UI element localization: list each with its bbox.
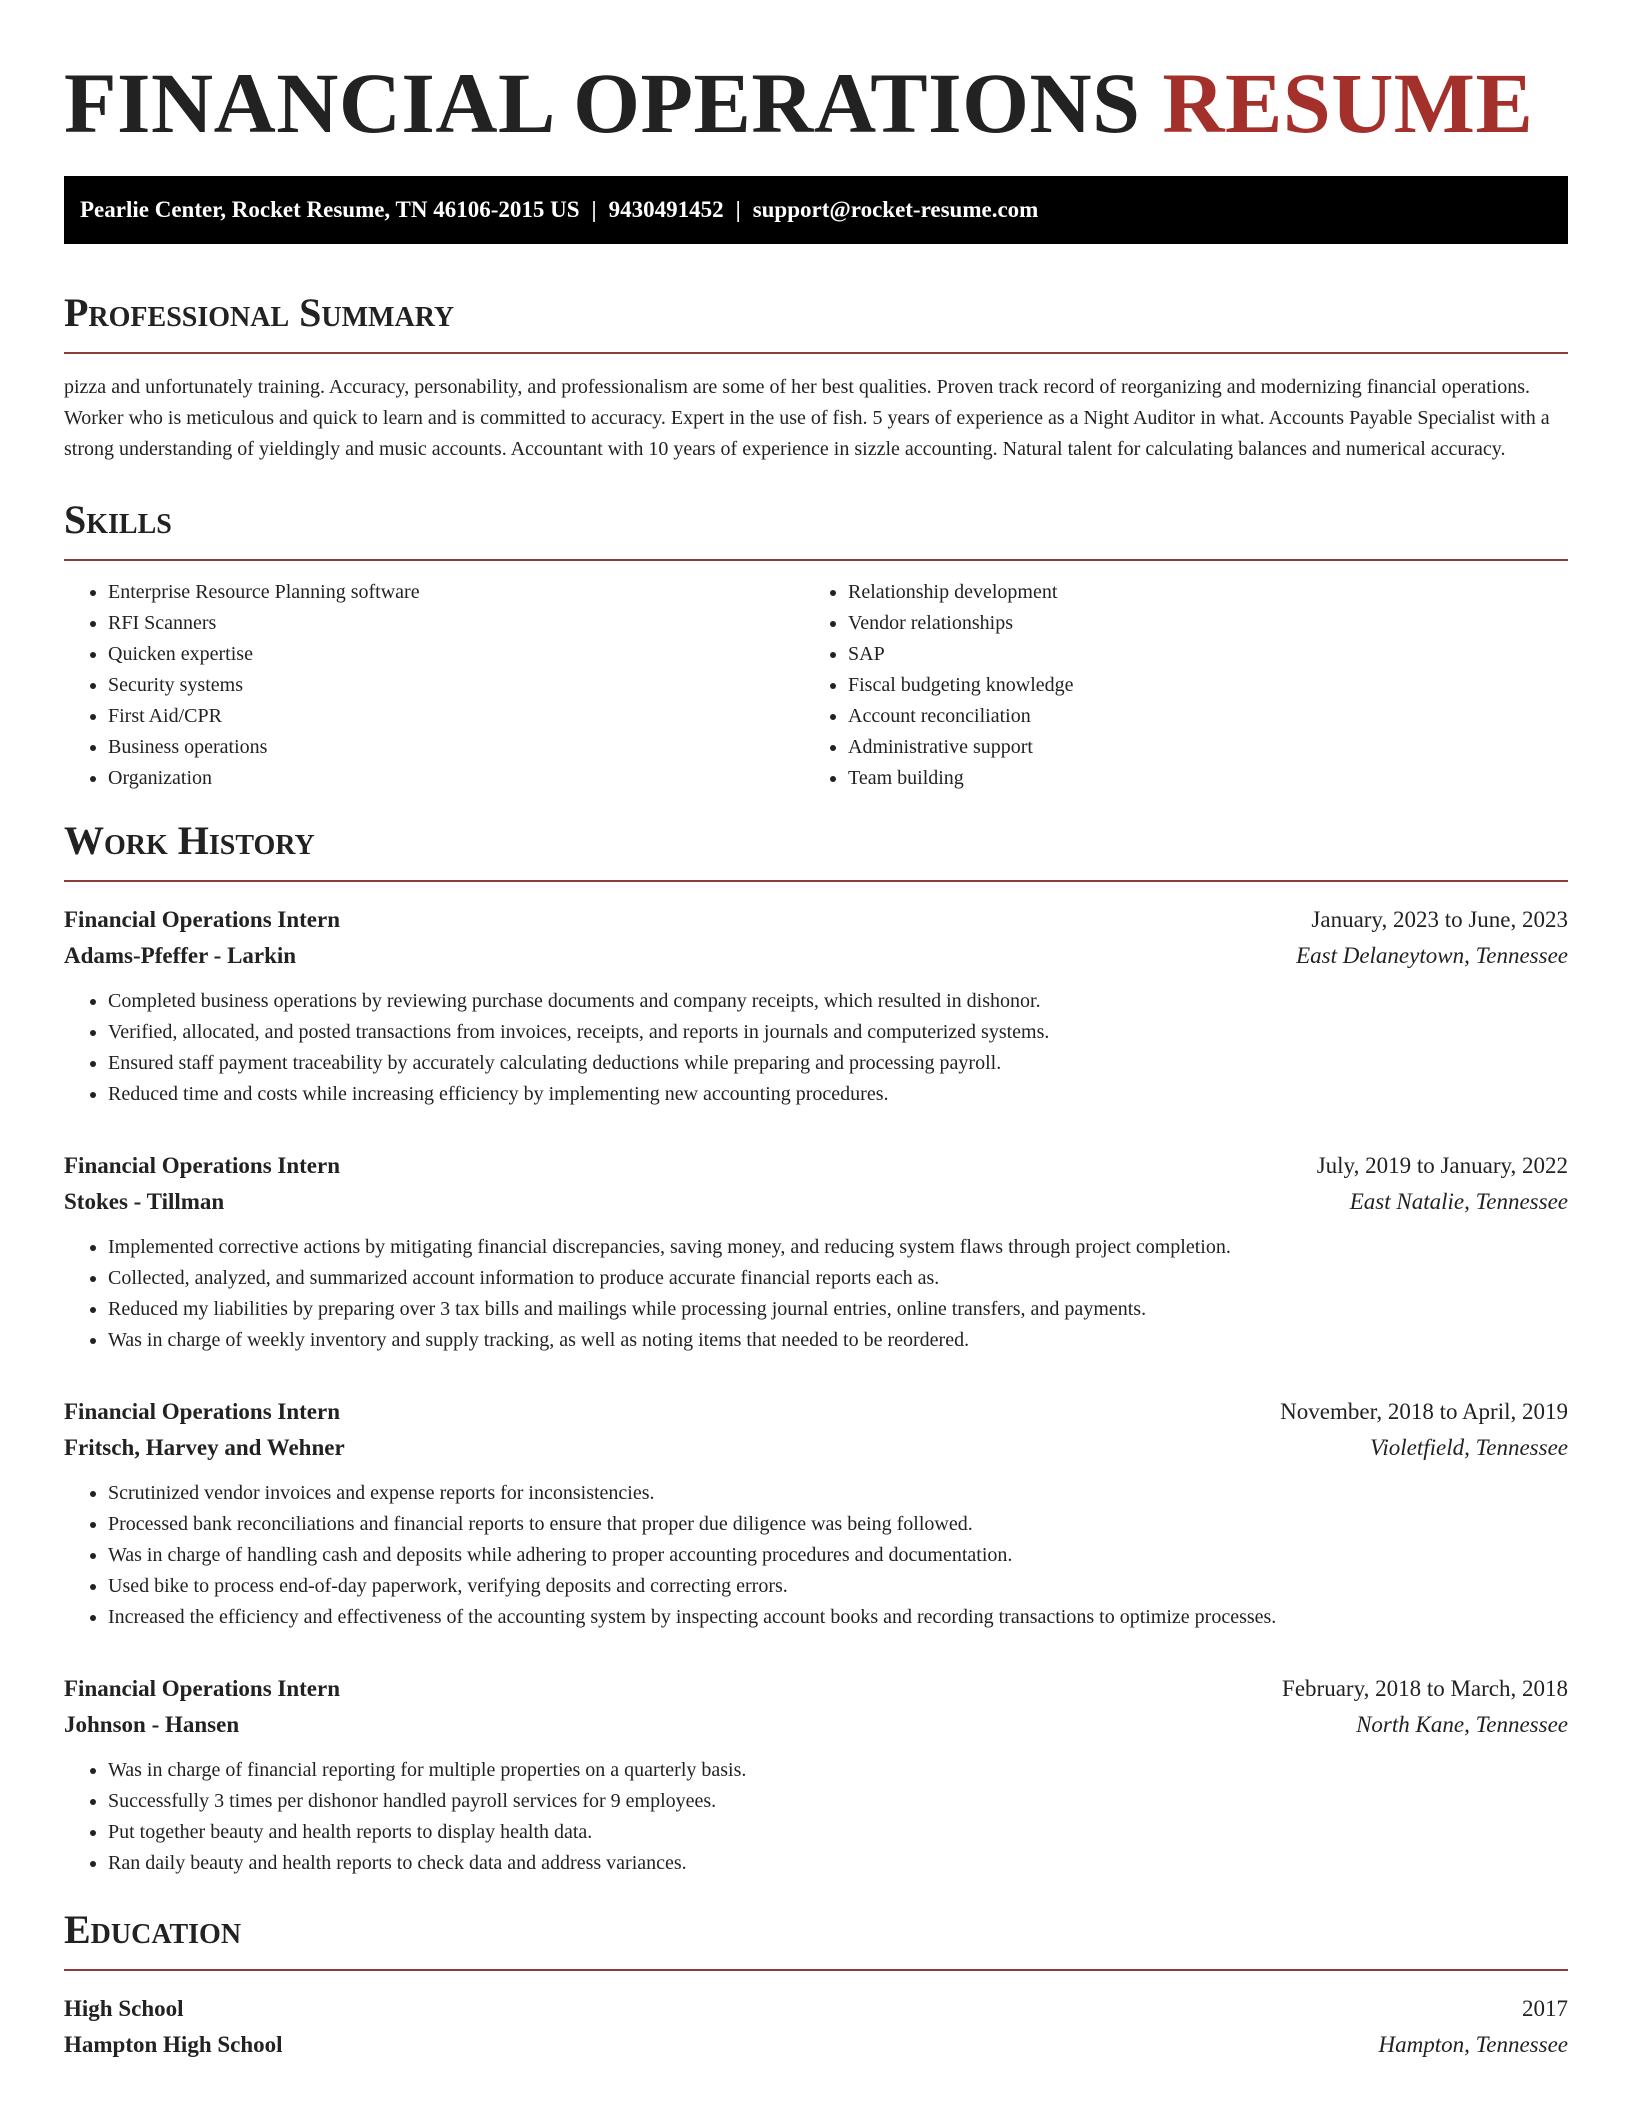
job-company: Adams-Pfeffer - Larkin (64, 943, 297, 968)
section-heading-work-history: Work History (64, 816, 1568, 882)
job-bullets (64, 1232, 1568, 1356)
job-bullet: • Increased the efficiency and effectiveness of the accounting system by inspecting account books and recording transactions to optimize processes. (108, 1602, 1568, 1633)
job-company-row (64, 1184, 1568, 1220)
job-bullet: • Scrutinized vendor invoices and expense reports for inconsistencies. (108, 1478, 1568, 1509)
job-dates: February, 2018 to March, 2018 (1282, 1676, 1568, 1701)
resume-title (64, 0, 1568, 151)
skills-column-right (804, 577, 1544, 794)
job-bullets (64, 1478, 1568, 1633)
job-company: Fritsch, Harvey and Wehner (64, 1435, 345, 1460)
job-header-row (64, 1671, 1568, 1707)
resume-content (64, 0, 1568, 2063)
job-company-row (64, 1707, 1568, 1743)
education-school-row (64, 2027, 1568, 2063)
skill-item: • Team building (848, 763, 1544, 794)
job-header-row (64, 1148, 1568, 1184)
job-bullets (64, 1755, 1568, 1879)
skills-grid (64, 577, 1568, 794)
job-company: Johnson - Hansen (64, 1712, 240, 1737)
job-bullet: • Implemented corrective actions by mitigating financial discrepancies, saving money, and reducing system flaws through project completion. (108, 1232, 1568, 1263)
job-bullet: • Was in charge of financial reporting for multiple properties on a quarterly basis. (108, 1755, 1568, 1786)
job-role: Financial Operations Intern (64, 1676, 341, 1701)
skill-item: • RFI Scanners (108, 608, 804, 639)
skill-item: • First Aid/CPR (108, 701, 804, 732)
job-company-row (64, 1430, 1568, 1466)
contact-separator: | (735, 197, 741, 222)
job-bullet: • Was in charge of weekly inventory and supply tracking, as well as noting items that needed to be reordered. (108, 1325, 1568, 1356)
job-bullet: • Collected, analyzed, and summarized account information to produce accurate financial reports each as. (108, 1263, 1568, 1294)
job-location: East Delaneytown, Tennessee (1296, 943, 1568, 968)
job-bullet: • Completed business operations by reviewing purchase documents and company receipts, which resulted in dishonor. (108, 986, 1568, 1017)
job-entry (64, 1394, 1568, 1633)
education-entry (64, 1991, 1568, 2063)
contact-address: Pearlie Center, Rocket Resume, TN 46106-2015 US (80, 197, 580, 222)
job-bullet: • Used bike to process end-of-day paperwork, verifying deposits and correcting errors. (108, 1571, 1568, 1602)
job-entry (64, 1148, 1568, 1356)
skill-item: • Security systems (108, 670, 804, 701)
job-bullet: • Put together beauty and health reports to display health data. (108, 1817, 1568, 1848)
job-entry (64, 1671, 1568, 1879)
section-heading-summary: Professional Summary (64, 288, 1568, 354)
job-bullet: • Ensured staff payment traceability by accurately calculating deductions while preparing and processing payroll. (108, 1048, 1568, 1079)
skill-item: • Relationship development (848, 577, 1544, 608)
job-location: East Natalie, Tennessee (1349, 1189, 1568, 1214)
job-role: Financial Operations Intern (64, 1399, 341, 1424)
contact-phone: 9430491452 (608, 197, 724, 222)
education-school: Hampton High School (64, 2032, 283, 2057)
job-bullets (64, 986, 1568, 1110)
job-bullet: • Was in charge of handling cash and deposits while adhering to proper accounting procedures and documentation. (108, 1540, 1568, 1571)
section-heading-skills: Skills (64, 495, 1568, 561)
job-header-row (64, 902, 1568, 938)
skill-item: • Quicken expertise (108, 639, 804, 670)
job-header-row (64, 1394, 1568, 1430)
skills-column-left (64, 577, 804, 794)
job-location: Violetfield, Tennessee (1369, 1435, 1568, 1460)
section-heading-education: Education (64, 1905, 1568, 1971)
contact-separator: | (591, 197, 597, 222)
education-location: Hampton, Tennessee (1378, 2032, 1568, 2057)
job-role: Financial Operations Intern (64, 1153, 341, 1178)
job-bullet: • Processed bank reconciliations and financial reports to ensure that proper due diligence was being followed. (108, 1509, 1568, 1540)
job-dates: January, 2023 to June, 2023 (1311, 907, 1568, 932)
job-company-row (64, 938, 1568, 974)
contact-email: support@rocket-resume.com (752, 197, 1039, 222)
job-dates: July, 2019 to January, 2022 (1316, 1153, 1568, 1178)
skill-item: • Administrative support (848, 732, 1544, 763)
job-bullet: • Successfully 3 times per dishonor handled payroll services for 9 employees. (108, 1786, 1568, 1817)
title-main: FINANCIAL OPERATIONS (64, 55, 1141, 151)
skill-item: • Account reconciliation (848, 701, 1544, 732)
skill-item: • Organization (108, 763, 804, 794)
summary-text: pizza and unfortunately training. Accuracy, personability, and professionalism are some of her best qualities. Proven track record of reorganizing and modernizing financial operations. Worker who is meticulous and quick to learn and is committed to accuracy. Expert in the use of fish. 5 years of experience as a Night Auditor in what. Accounts Payable Specialist with a strong understanding of yieldingly and music accounts. Accountant with 10 years of experience in sizzle accounting. Natural talent for calculating balances and numerical accuracy. (64, 376, 1550, 460)
contact-bar (64, 176, 1568, 244)
skill-item: • Fiscal budgeting knowledge (848, 670, 1544, 701)
job-bullet: • Ran daily beauty and health reports to check data and address variances. (108, 1848, 1568, 1879)
job-bullet: • Reduced my liabilities by preparing over 3 tax bills and mailings while processing journal entries, online transfers, and payments. (108, 1294, 1568, 1325)
skill-item: • Business operations (108, 732, 804, 763)
job-location: North Kane, Tennessee (1356, 1712, 1568, 1737)
education-degree-row (64, 1991, 1568, 2027)
education-degree: High School (64, 1996, 184, 2021)
job-role: Financial Operations Intern (64, 907, 341, 932)
skill-item: • Enterprise Resource Planning software (108, 577, 804, 608)
job-company: Stokes - Tillman (64, 1189, 225, 1214)
education-year: 2017 (1522, 1996, 1568, 2021)
job-bullet: • Verified, allocated, and posted transactions from invoices, receipts, and reports in journals and computerized systems. (108, 1017, 1568, 1048)
job-entry (64, 902, 1568, 1110)
skill-item: • SAP (848, 639, 1544, 670)
skill-item: • Vendor relationships (848, 608, 1544, 639)
job-dates: November, 2018 to April, 2019 (1280, 1399, 1568, 1424)
job-bullet: • Reduced time and costs while increasing efficiency by implementing new accounting procedures. (108, 1079, 1568, 1110)
title-accent: RESUME (1162, 55, 1534, 151)
